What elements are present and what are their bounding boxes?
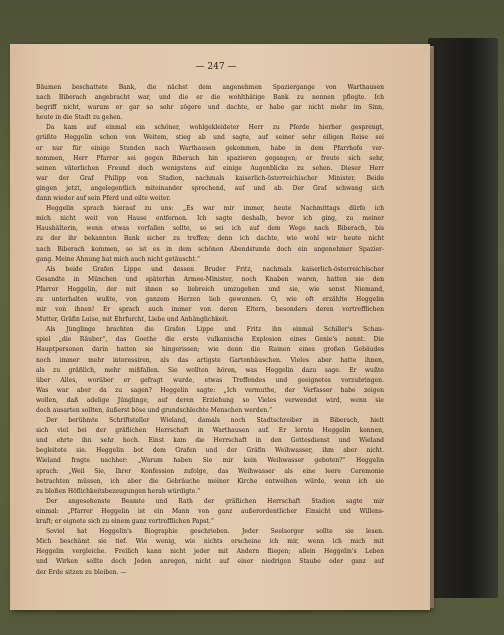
text-line: Der angesehenste Beamte und Rath der gräflichen Herrschaft Stadion sagte mir [46,497,384,505]
text-line: grüßte Heggelin schon von Weitem, stieg ab und sagte, auf seiner sehr eiligen Reise sei [36,134,384,142]
text-line: betrachten müssen, ich aber die Gebräuche meiner Kirche entweihen würde, wenn ich sie [36,477,384,485]
text-line: Bäumen beschattete Bank, die nächst dem angenehmen Spaziergange von Warthausen [36,84,384,91]
text-line: Soviel hat Heggelin's Biographie geschrieben. Jeder Seelsorger sollte sie lesen. [46,528,384,536]
text-line: mich nicht weit von Hause entfernen. Ich sagte deshalb, bevor ich ging, zu meiner [36,215,384,223]
text-line: begriff nicht, warum er gar so sehr zögere und dachte, er habe gar nicht mehr im Sinn, [36,104,384,112]
text-line: Wieland fragte nachher: „Warum haben Sie mir kein Weihwasser geboten?“ Heggelin [36,457,384,465]
book-spine [428,38,498,598]
text-line: Was war aber da zu sagen? Heggelin sagte: „Ich vermuthe, der Verfasser habe zeigen [36,386,384,394]
text-line: einmal: „Pfarrer Heggelin ist ein Mann von ganz außerordentlicher Einsicht und Willens- [36,507,384,515]
text-line: spiel „die Räuber“, das Goethe die erste vulkanische Explosion eines Genie's nennt. Die [36,336,384,344]
text-line: noch immer mehr interessiren, als das artigste Gartenhäuschen. Vieles aber hatte ihnen, [36,356,384,364]
text-line: Heggelin sprach hierauf zu uns: „Es war mir immer, heute Nachmittags dürfe ich [46,205,384,213]
text-line: zu bloßen Höflichkeitsbezeugungen herab würdigte.“ [36,487,201,495]
text-line: zu unterhalten wußte, von ganzem Herzen lieb gewonnen. O, wie oft erzählte Heggelin [36,295,384,303]
text-line: zu der ihr bekannten Bank sicher zu treffen; denn ich dachte, wie wohl wir heute nicht [36,235,384,243]
text-line: Der berühmte Schriftsteller Wieland, damals noch Stadtschreiber in Biberach, hielt [46,417,384,425]
text-line: nommen, Herr Pfarrer sei gegen Biberach hin spazieren gegangen; er freute sich sehr, [36,154,384,162]
text-line: war der Graf Philipp von Stadion, nachmals kaiserlich-österreichischer Minister. Beide [36,174,384,182]
text-line: seinen väterlichen Freund doch wenigstens auf einige Augenblicke zu sehen. Dieser Herr [36,164,384,172]
text-line: mir von ihnen! Er sprach auch immer von deren Eltern, besonders deren vortrefflichen [36,306,384,314]
text-line: er nur für einige Stunden nach Warthausen gekommen, habe in dem Pfarrhofe ver- [36,144,384,152]
text-line: kraft; er eignete sich zu einem ganz vortrefflichen Papst.“ [36,518,214,526]
text-line: Mutter, Gräfin Luise, mit Ehrfurcht, Liebe und Anhänglichkeit. [36,316,229,324]
text-line: über Alles, worüber er gefragt wurde, etwas Treffendes und geeignetes vorzubringen. [36,376,384,384]
text-line: gingen jetzt, angelegentlich miteinander sprechend, auf und ab. Der Graf schwang sich [36,184,384,192]
text-line: sprach: „Weil Sie, Ihrer Konfession zufolge, das Weihwasser als eine leere Ceremonie [36,467,384,475]
text-line: nach Biberach angebracht war, und die er die wohlthätige Bank zu nennen pflegte. Ich [36,94,384,102]
text-line: wollen, daß adelige Jünglinge, auf deren Erziehung so Vieles verwendet wird, wenn sie [36,396,384,404]
text-line: Heggelin vergleiche. Freilich kann nicht jeder mit Andern fliegen; allein Heggelin's Leben [36,548,384,556]
text-line: Als beide Grafen Lippe und dessen Bruder Fritz, nachmals kaiserlich-österreichischer [46,265,384,273]
text-line: nach Biberach kommen, so ist es in dem schönen Abendstunde doch ein angenehmer Spazier- [36,245,384,253]
page-number: — 247 — [195,62,237,72]
text-line: Gesandte in München und späterhin Armee-Minister, noch Knaben waren, hatten sie den [36,275,384,283]
text-line: der Erde sitzen zu bleiben. — [36,568,127,576]
text-line: dann wieder auf sein Pferd und eilte weiter. [36,195,171,203]
text-line: Mich beschämt sie tief. Wie wenig, wie nichts erscheine ich mir, wenn ich mich mit [36,538,384,546]
page-text [36,83,384,578]
text-line: Haushälterin, wenn etwas vorfallen sollte, so sei ich auf dem Wege nach Biberach, bis [36,225,384,233]
text-line: sich viel bei der gräflichen Herrschaft in Warthausen auf. Er lernte Heggelin kennen, [36,427,384,435]
text-line: heute in die Stadt zu gehen. [36,114,123,122]
text-line: Als Jünglinge brachten die Grafen Lippe und Fritz ihn einmal Schiller's Schau- [46,326,384,334]
text-line: Hauptpersonen darin hatten sie hingerissen; wie denn die Ruinen eines großen Gebäudes [36,346,384,354]
text-line: als zu gräßlich, mehr mißfallen. Sie wollten hören, was Heggelin dazu sage. Er wußte [36,366,384,374]
text-line: Pfarrer Heggelin, der mit ihnen so liebreich umzugehen und sie, wie sonst Niemand, [36,285,384,293]
text-line: und ehrte ihn sehr hoch. Einst kam die Herrschaft in den Gottesdienst und Wieland [36,437,384,445]
text-line: doch ausarten sollten, äußerst böse und grundschlechte Menschen werden.“ [36,407,273,414]
text-line: und Wirken sollte doch Jeden anregen, nicht auf einer niedrigen Staube oder ganz auf [36,558,384,566]
page-edge [430,46,434,608]
text-line: gang. Meine Ahnung hat mich auch nicht getäuscht.“ [36,255,201,263]
text-line: begleitete sie. Heggelin bot dem Grafen und der Gräfin Weihwasser, ihm aber nicht. [36,447,384,455]
text-line: Da kam auf einmal ein schöner, wohlgekleideter Herr zu Pferde hierher gesprengt, [46,124,384,132]
